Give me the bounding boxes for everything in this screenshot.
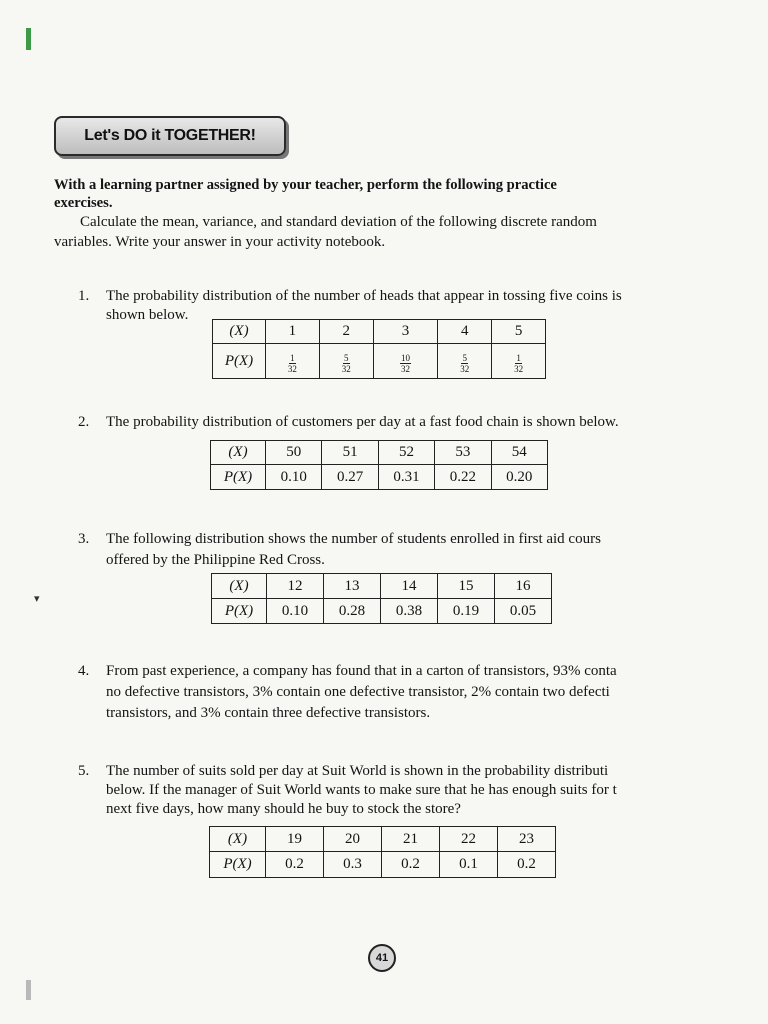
x-cell: 51 <box>322 441 378 465</box>
side-dot-mark: ▾ <box>34 593 40 605</box>
x-header-cell: (X) <box>213 320 266 344</box>
x-cell: 4 <box>438 320 492 344</box>
x-cell: 1 <box>266 320 320 344</box>
item-text-line: The number of suits sold per day at Suit World is shown in the probability distributi <box>106 763 609 779</box>
p-cell: 0.27 <box>322 465 378 490</box>
numerator: 5 <box>344 352 349 363</box>
item-text-line: The probability distribution of the number of heads that appear in tossing five coins is <box>106 288 622 304</box>
numerator: 1 <box>290 352 295 363</box>
numerator: 10 <box>400 352 410 363</box>
x-cell: 3 <box>373 320 438 344</box>
distribution-table-5 <box>209 826 556 878</box>
p-cell <box>438 344 492 379</box>
denominator: 32 <box>287 363 297 374</box>
item-text-line: no defective transistors, 3% contain one defective transistor, 2% contain two defecti <box>106 684 610 700</box>
fraction <box>288 353 297 374</box>
x-row <box>211 441 548 465</box>
p-cell: 0.31 <box>378 465 434 490</box>
item-text-line: offered by the Philippine Red Cross. <box>106 552 325 568</box>
x-cell: 14 <box>381 574 438 599</box>
p-cell: 0.05 <box>495 599 552 624</box>
fraction <box>460 353 469 374</box>
p-cell <box>266 344 320 379</box>
distribution-table-1 <box>212 319 546 379</box>
p-header-cell: P(X) <box>210 852 266 878</box>
x-row <box>212 574 552 599</box>
p-cell: 0.1 <box>440 852 498 878</box>
item-text-line: next five days, how many should he buy to stock the store? <box>106 801 461 817</box>
denominator: 32 <box>400 363 410 374</box>
fraction <box>514 353 523 374</box>
item-text-line: below. If the manager of Suit World wants to make sure that he has enough suits for t <box>106 782 617 798</box>
x-cell: 22 <box>440 827 498 852</box>
gray-edge-mark <box>26 980 31 1000</box>
p-header-cell: P(X) <box>212 599 267 624</box>
p-row <box>213 344 546 379</box>
p-cell: 0.10 <box>266 465 322 490</box>
item-number: 1. <box>78 288 90 304</box>
distribution-table-3 <box>211 573 552 624</box>
x-cell: 16 <box>495 574 552 599</box>
x-cell: 12 <box>267 574 324 599</box>
fraction <box>400 353 411 374</box>
denominator: 32 <box>460 363 470 374</box>
x-cell: 50 <box>266 441 322 465</box>
p-cell: 0.10 <box>267 599 324 624</box>
denominator: 32 <box>341 363 351 374</box>
distribution-table-2 <box>210 440 548 490</box>
item-text-line: The probability distribution of customers per day at a fast food chain is shown below. <box>106 414 619 430</box>
green-edge-mark <box>26 28 31 50</box>
x-cell: 15 <box>438 574 495 599</box>
x-cell: 21 <box>382 827 440 852</box>
item-number: 5. <box>78 763 90 779</box>
x-cell: 52 <box>378 441 434 465</box>
item-text-line: transistors, and 3% contain three defective transistors. <box>106 705 431 721</box>
p-cell <box>373 344 438 379</box>
x-header-cell: (X) <box>210 827 266 852</box>
p-cell: 0.20 <box>491 465 547 490</box>
page-number: 41 <box>368 944 396 972</box>
p-cell: 0.19 <box>438 599 495 624</box>
numerator: 5 <box>462 352 467 363</box>
instruction-line: exercises. <box>54 195 113 211</box>
p-cell: 0.2 <box>498 852 556 878</box>
fraction <box>342 353 351 374</box>
instruction-line: Calculate the mean, variance, and standard deviation of the following discrete random <box>80 214 597 230</box>
item-number: 2. <box>78 414 90 430</box>
x-cell: 13 <box>324 574 381 599</box>
x-row <box>213 320 546 344</box>
item-text-line: From past experience, a company has found that in a carton of transistors, 93% conta <box>106 663 617 679</box>
p-cell <box>492 344 546 379</box>
x-cell: 54 <box>491 441 547 465</box>
x-cell: 53 <box>435 441 491 465</box>
p-row <box>211 465 548 490</box>
p-cell <box>319 344 373 379</box>
p-row <box>210 852 556 878</box>
p-row <box>212 599 552 624</box>
x-cell: 20 <box>324 827 382 852</box>
x-cell: 2 <box>319 320 373 344</box>
numerator: 1 <box>516 352 521 363</box>
lets-do-it-together-badge: Let's DO it TOGETHER! <box>54 116 286 156</box>
p-cell: 0.28 <box>324 599 381 624</box>
item-text-line: shown below. <box>106 307 189 323</box>
denominator: 32 <box>514 363 524 374</box>
x-cell: 5 <box>492 320 546 344</box>
x-cell: 23 <box>498 827 556 852</box>
instruction-line: With a learning partner assigned by your teacher, perform the following practice <box>54 177 557 193</box>
p-cell: 0.38 <box>381 599 438 624</box>
p-cell: 0.3 <box>324 852 382 878</box>
p-header-cell: P(X) <box>213 344 266 379</box>
item-number: 4. <box>78 663 90 679</box>
x-header-cell: (X) <box>211 441 266 465</box>
p-cell: 0.2 <box>382 852 440 878</box>
x-row <box>210 827 556 852</box>
x-cell: 19 <box>266 827 324 852</box>
p-cell: 0.22 <box>435 465 491 490</box>
p-cell: 0.2 <box>266 852 324 878</box>
p-header-cell: P(X) <box>211 465 266 490</box>
item-number: 3. <box>78 531 90 547</box>
instruction-line: variables. Write your answer in your activity notebook. <box>54 234 386 250</box>
x-header-cell: (X) <box>212 574 267 599</box>
item-text-line: The following distribution shows the number of students enrolled in first aid cours <box>106 531 601 547</box>
